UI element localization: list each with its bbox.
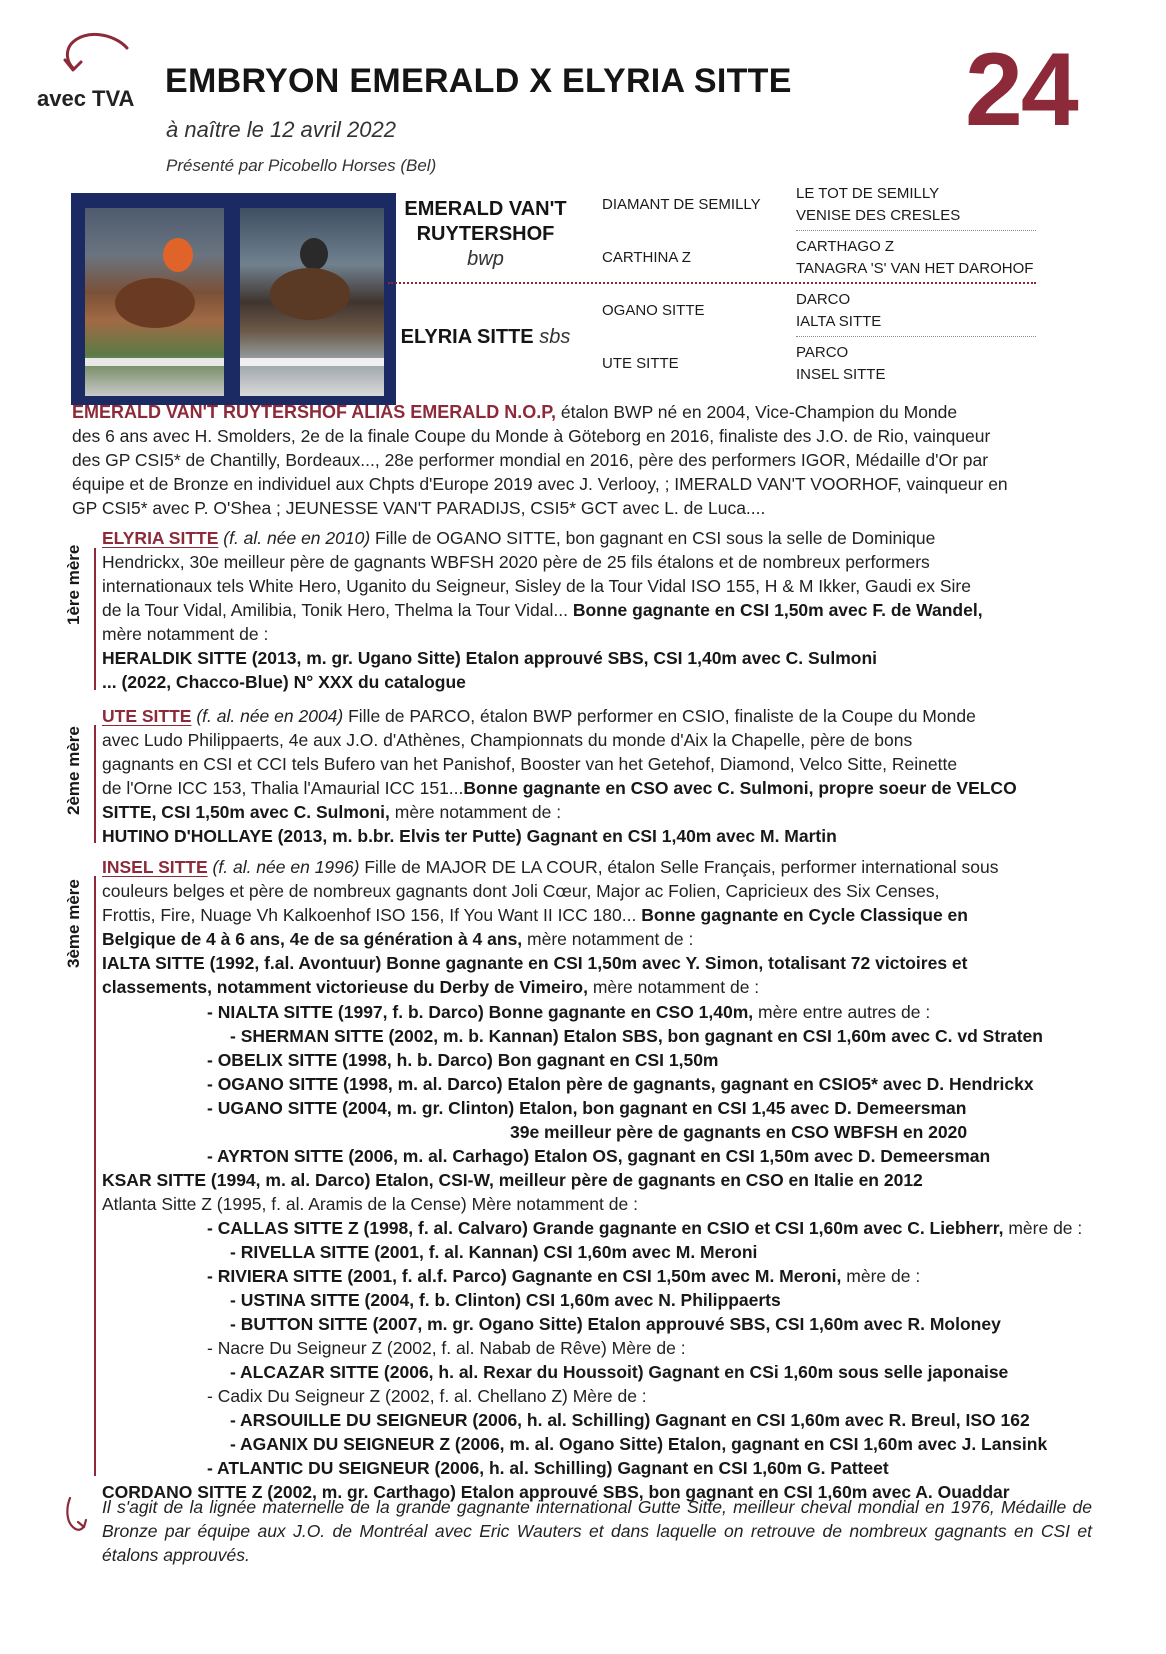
text: de la Tour Vidal, Amilibia, Tonik Hero, Thelma la Tour Vidal... (102, 600, 573, 620)
descendant-row (207, 1096, 966, 1121)
first-dam-l6: HERALDIK SITTE (2013, m. gr. Ugano Sitte) Etalon approuvé SBS, CSI 1,40m avec C. Sulmoni (102, 648, 878, 668)
pedigree-dss: DARCO (796, 291, 851, 308)
pedigree-sss: LE TOT DE SEMILLY (796, 185, 940, 202)
third-dam-l3 (102, 903, 968, 928)
pedigree-sd: CARTHINA Z (602, 249, 691, 266)
dam-studbook: sbs (539, 326, 571, 348)
descendant-row (230, 1408, 1030, 1433)
third-dam-label: 3ème mère (64, 879, 83, 968)
descendant-bold: KSAR SITTE (1994, m. al. Darco) Etalon, CSI-W, meilleur père de gagnants en CSO en Italie en 2012 (102, 1170, 923, 1190)
text: Fille de OGANO SITTE, bon gagnant en CSI sous la selle de Dominique (370, 528, 936, 548)
descendant-normal: - Nacre Du Seigneur Z (2002, f. al. Nabab de Rêve) Mère de : (207, 1338, 686, 1358)
text: mère notamment de : (389, 802, 562, 822)
pedigree-dam (398, 325, 573, 350)
descendant-row (207, 1456, 889, 1481)
first-dam-l5: mère notamment de : (102, 624, 269, 644)
text-bold: Bonne gagnante en Cycle Classique en (641, 905, 968, 925)
descendant-bold: - SHERMAN SITTE (2002, m. b. Kannan) Etalon SBS, bon gagnant en CSI 1,60m avec C. vd Straten (230, 1026, 1043, 1046)
descendant-bold: - ARSOUILLE DU SEIGNEUR (2006, h. al. Schilling) Gagnant en CSI 1,60m avec R. Breul, ISO 162 (230, 1410, 1030, 1430)
first-dam-l3: internationaux tels White Hero, Uganito du Seigneur, Sisley de la Tour Vidal ISO 155, H & M Ikker, Gaudi ex Sire (102, 576, 971, 596)
descendant-row (230, 1432, 1047, 1457)
pedigree-sds: CARTHAGO Z (796, 238, 895, 255)
second-dam-l5 (102, 800, 561, 825)
pedigree-sire (398, 197, 573, 272)
descendant-bold: - BUTTON SITTE (2007, m. gr. Ogano Sitte) Etalon approuvé SBS, CSI 1,60m avec R. Moloney (230, 1314, 1001, 1334)
descendant-row (230, 1360, 1008, 1385)
descendant-bold: - UGANO SITTE (2004, m. gr. Clinton) Etalon, bon gagnant en CSI 1,45 avec D. Demeersman (207, 1098, 967, 1118)
third-dam-meta: (f. al. née en 1996) (212, 857, 360, 877)
descendant-normal: mère de : (841, 1266, 921, 1286)
descendant-normal: Atlanta Sitte Z (1995, f. al. Aramis de la Cense) Mère notamment de : (102, 1194, 638, 1214)
descendant-row (207, 1264, 920, 1289)
third-dam-name: INSEL SITTE (102, 857, 208, 877)
text: Fille de PARCO, étalon BWP performer en CSIO, finaliste de la Coupe du Monde (343, 706, 976, 726)
descendant-bold: - AYRTON SITTE (2006, m. al. Carhago) Etalon OS, gagnant en CSI 1,50m avec D. Demeersman (207, 1146, 991, 1166)
first-dam-l1 (102, 526, 935, 551)
descendant-row (230, 1024, 1043, 1049)
descendant-normal: mère entre autres de : (753, 1002, 931, 1022)
pedigree-sdd: TANAGRA 'S' VAN HET DAROHOF (796, 260, 1034, 277)
descendant-row (102, 1168, 923, 1193)
third-dam-l2: couleurs belges et père de nombreux gagnants dont Joli Cœur, Major ac Folien, Capricieux des Six Censes, (102, 881, 940, 901)
third-dam-l5: IALTA SITTE (1992, f.al. Avontuur) Bonne gagnante en CSI 1,50m avec Y. Simon, totalisant 72 victoires et (102, 953, 968, 973)
descendant-bold: - USTINA SITTE (2004, f. b. Clinton) CSI 1,60m avec N. Philippaerts (230, 1290, 781, 1310)
descendant-bold: - RIVIERA SITTE (2001, f. al.f. Parco) Gagnante en CSI 1,50m avec M. Meroni, (207, 1266, 842, 1286)
lot-number: 24 (965, 32, 1077, 148)
pedigree-dds: PARCO (796, 344, 849, 361)
descendant-bold: - AGANIX DU SEIGNEUR Z (2006, m. al. Ogano Sitte) Etalon, gagnant en CSI 1,60m avec J. Lansink (230, 1434, 1048, 1454)
pedigree-ds: OGANO SITTE (602, 302, 705, 319)
first-dam-l4 (102, 598, 983, 623)
lineage-note: Il s'agit de la lignée maternelle de la grande gagnante international Gutte Sitte, meilleur cheval mondial en 1976, Médaille de Bronze par équipe aux J.O. de Montréal avec Eric Wauters et dans laquelle on retrouve de nombreux gagnants en CSI et étalons approuvés. (102, 1497, 1092, 1565)
pedigree-dd: UTE SITTE (602, 355, 679, 372)
third-dam-l6 (102, 975, 759, 1000)
text-bold: Bonne gagnante en CSI 1,50m avec F. de Wandel, (572, 600, 983, 620)
sire-studbook: bwp (467, 248, 504, 270)
divider (796, 336, 1036, 337)
descendant-row (207, 1048, 718, 1073)
sire-paragraph-l5: GP CSI5* avec P. O'Shea ; JEUNESSE VAN'T PARADIJS, CSI5* GCT avec L. de Luca.... (72, 498, 766, 518)
sire-dam-divider (388, 282, 1036, 284)
descendant-bold: - ALCAZAR SITTE (2006, h. al. Rexar du Houssoit) Gagnant en CSi 1,60m sous selle japonaise (230, 1362, 1009, 1382)
descendant-row (230, 1312, 1001, 1337)
text: étalon BWP né en 2004, Vice-Champion du Monde (555, 402, 958, 422)
divider (796, 230, 1036, 231)
descendant-row (230, 1288, 781, 1313)
first-dam-l7: ... (2022, Chacco-Blue) N° XXX du catalogue (102, 672, 466, 692)
pedigree-table (398, 185, 1098, 404)
second-dam-label: 2ème mère (64, 726, 83, 815)
descendant-row (230, 1240, 757, 1265)
birth-date: à naître le 12 avril 2022 (166, 117, 396, 142)
descendant-row (207, 1216, 1082, 1241)
first-dam-name: ELYRIA SITTE (102, 528, 219, 548)
descendant-normal: mère de : (1003, 1218, 1083, 1238)
descendant-row (207, 1384, 647, 1409)
mother-bar (94, 548, 96, 690)
descendant-row (207, 1000, 930, 1025)
descendant-bold: - OBELIX SITTE (1998, h. b. Darco) Bon gagnant en CSI 1,50m (207, 1050, 719, 1070)
text-bold: SITTE, CSI 1,50m avec C. Sulmoni, (102, 802, 390, 822)
third-dam-l4 (102, 927, 693, 952)
mother-bar (94, 876, 96, 1476)
descendant-row (207, 1072, 1034, 1097)
sire-name: EMERALD VAN'T RUYTERSHOF (404, 198, 567, 245)
descendant-bold: - ATLANTIC DU SEIGNEUR (2006, h. al. Schilling) Gagnant en CSI 1,60m G. Patteet (207, 1458, 889, 1478)
descendant-row (102, 1192, 638, 1217)
second-dam-l6: HUTINO D'HOLLAYE (2013, m. b.br. Elvis ter Putte) Gagnant en CSI 1,40m avec M. Martin (102, 826, 837, 846)
dam-name: ELYRIA SITTE (400, 326, 534, 348)
pedigree-ddd: INSEL SITTE (796, 366, 886, 383)
third-dam-l1 (102, 855, 998, 880)
text-bold: Bonne gagnante en CSO avec C. Sulmoni, propre soeur de VELCO (463, 778, 1017, 798)
text: Frottis, Fire, Nuage Vh Kalkoenhof ISO 156, If You Want II ICC 180... (102, 905, 642, 925)
curved-arrow-icon (62, 1496, 88, 1536)
text: Fille de MAJOR DE LA COUR, étalon Selle Français, performer international sous (359, 857, 999, 877)
text-bold: Belgique de 4 à 6 ans, 4e de sa génération à 4 ans, (102, 929, 523, 949)
first-dam-label: 1ère mère (64, 544, 83, 625)
pedigree-ssd: VENISE DES CRESLES (796, 207, 961, 224)
mother-bar (94, 725, 96, 843)
text: de l'Orne ICC 153, Thalia l'Amaurial ICC 151... (102, 778, 464, 798)
descendant-bold: - NIALTA SITTE (1997, f. b. Darco) Bonne gagnante en CSO 1,40m, (207, 1002, 754, 1022)
horse-photo-sire (85, 208, 224, 396)
descendant-row (207, 1144, 990, 1169)
descendant-row (207, 1336, 686, 1361)
descendant-normal: - Cadix Du Seigneur Z (2002, f. al. Chellano Z) Mère de : (207, 1386, 647, 1406)
first-dam-l2: Hendrickx, 30e meilleur père de gagnants WBFSH 2020 père de 25 fils étalons et de nombreux performers (102, 552, 930, 572)
first-dam-meta: (f. al. née en 2010) (223, 528, 371, 548)
descendant-bold: 39e meilleur père de gagnants en CSO WBFSH en 2020 (510, 1122, 968, 1142)
second-dam-l3: gagnants en CSI et CCI tels Bufero van het Panishof, Booster van het Getehof, Diamond, Velco Sitte, Reinette (102, 754, 958, 774)
sire-paragraph-l2: des 6 ans avec H. Smolders, 2e de la finale Coupe du Monde à Göteborg en 2016, finaliste des J.O. de Rio, vainqueur (72, 426, 991, 446)
second-dam-l4 (102, 776, 1017, 801)
descendant-bold: CORDANO SITTE Z (2002, m. gr. Carthago) Etalon approuvé SBS, bon gagnant en CSI 1,60m avec A. Ouaddar (102, 1482, 1010, 1502)
second-dam-l1 (102, 704, 976, 729)
second-dam-name: UTE SITTE (102, 706, 192, 726)
sire-paragraph-l1 (72, 400, 957, 425)
pedigree-ss: DIAMANT DE SEMILLY (602, 196, 761, 213)
sire-paragraph-l4: équipe et de Bronze en individuel aux Chpts d'Europe 2019 avec J. Verlooy, ; IMERALD VAN'T VOORHOF, vainqueur en (72, 474, 1008, 494)
curved-arrow-icon (55, 30, 135, 86)
presenter: Présenté par Picobello Horses (Bel) (166, 156, 437, 175)
text: mère notamment de : (522, 929, 694, 949)
descendant-bold: - CALLAS SITTE Z (1998, f. al. Calvaro) Grande gagnante en CSIO et CSI 1,60m avec C. Liebherr, (207, 1218, 1004, 1238)
horse-photo-dam (240, 208, 384, 396)
page-title: EMBRYON EMERALD X ELYRIA SITTE (165, 62, 792, 100)
sire-paragraph-l3: des GP CSI5* de Chantilly, Bordeaux..., 28e performer mondial en 2016, père des performers IGOR, Médaille d'Or par (72, 450, 989, 470)
text-bold: classements, notamment victorieuse du Derby de Vimeiro, (102, 977, 588, 997)
sire-title: EMERALD VAN'T RUYTERSHOF ALIAS EMERALD N.O.P, (72, 402, 556, 422)
descendant-bold: - RIVELLA SITTE (2001, f. al. Kannan) CSI 1,60m avec M. Meroni (230, 1242, 758, 1262)
text: mère notamment de : (587, 977, 760, 997)
photo-panel (71, 193, 396, 405)
pedigree-dsd: IALTA SITTE (796, 313, 882, 330)
descendant-bold: - OGANO SITTE (1998, m. al. Darco) Etalon père de gagnants, gagnant en CSIO5* avec D. Hendrickx (207, 1074, 1034, 1094)
descendant-row (510, 1120, 967, 1145)
second-dam-l2: avec Ludo Philippaerts, 4e aux J.O. d'Athènes, Championnats du monde d'Aix la Chapelle, père de bons (102, 730, 913, 750)
second-dam-meta: (f. al. née en 2004) (196, 706, 344, 726)
vat-label: avec TVA (37, 86, 135, 111)
